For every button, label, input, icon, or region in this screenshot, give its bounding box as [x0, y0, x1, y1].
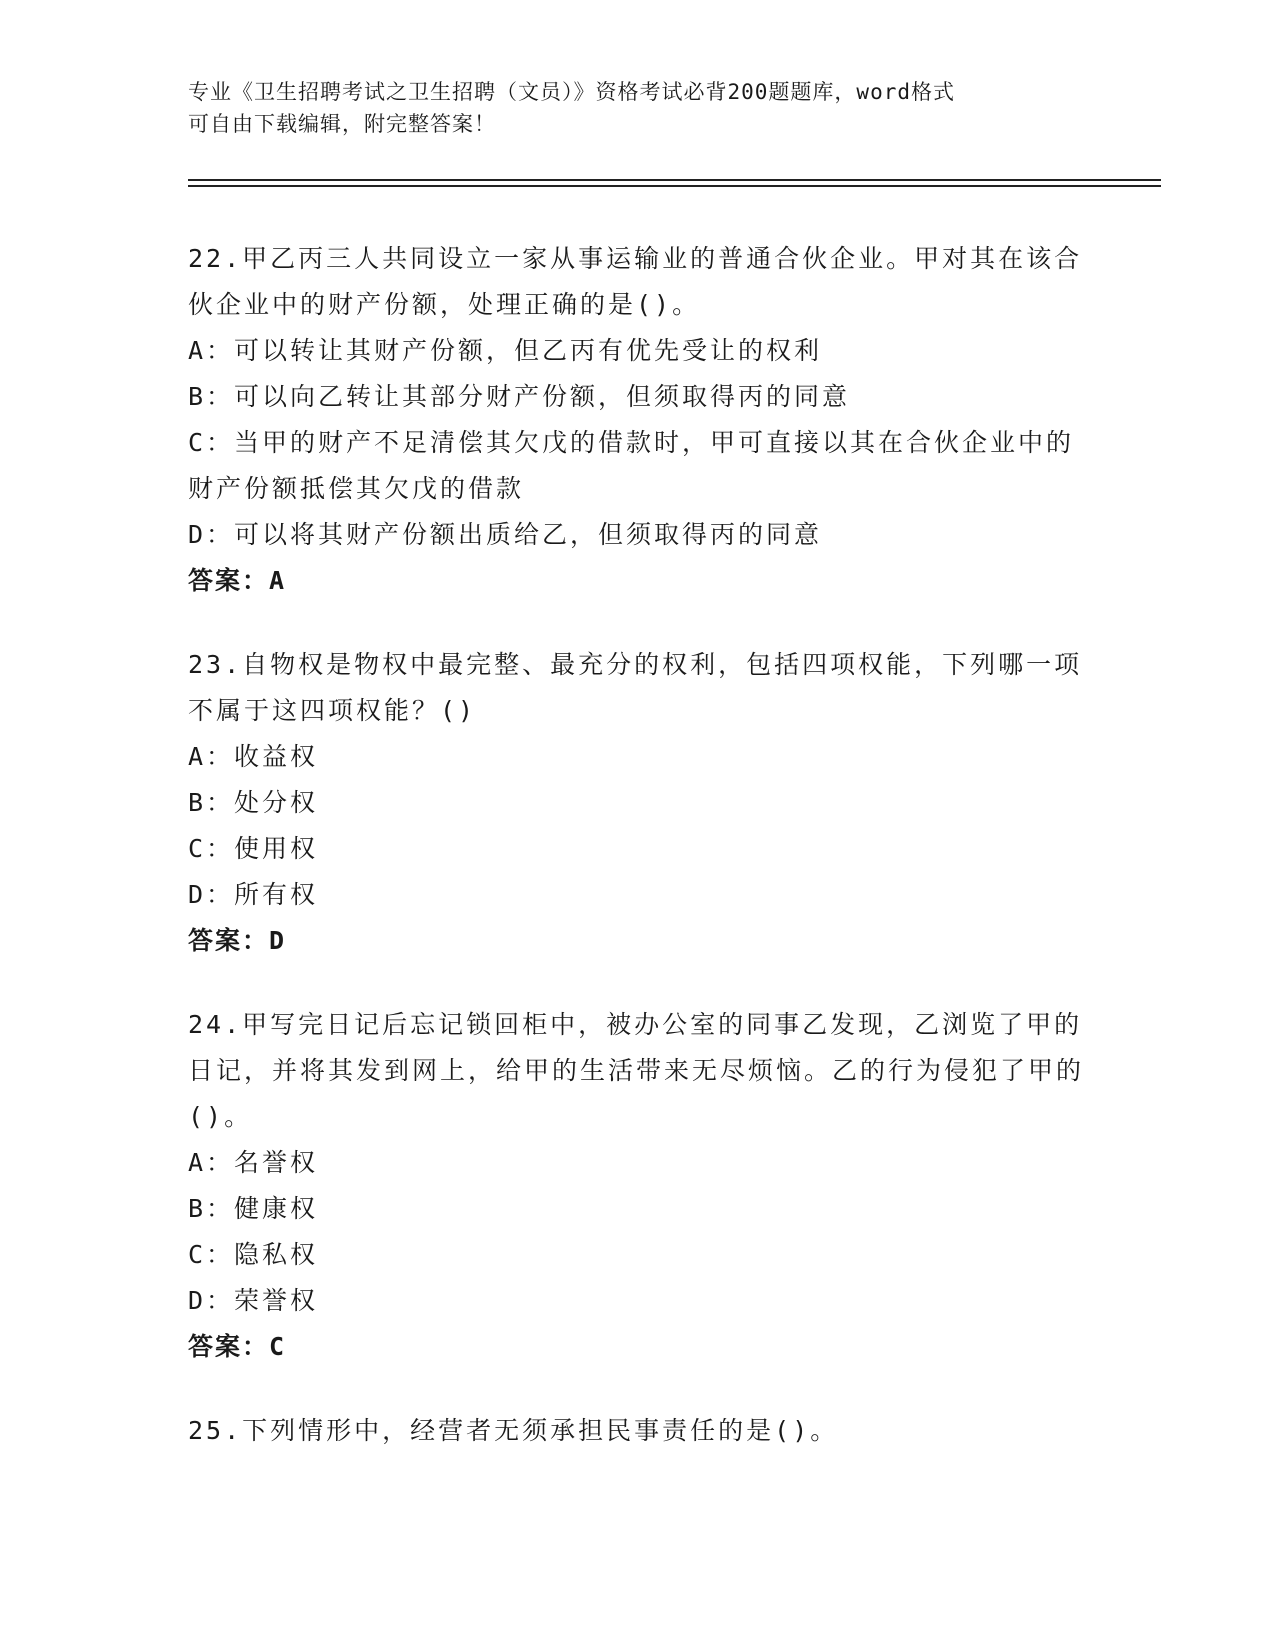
header-divider-bottom	[188, 185, 1161, 187]
option-d: D：可以将其财产份额出质给乙，但须取得丙的同意	[188, 520, 823, 549]
option-d: D：所有权	[188, 880, 319, 909]
header-line-1: 专业《卫生招聘考试之卫生招聘（文员）》资格考试必背200题题库，word格式	[188, 80, 955, 104]
answer: 答案：D	[188, 926, 287, 955]
option-c: C：当甲的财产不足清偿其欠戊的借款时，甲可直接以其在合伙企业中的财产份额抵偿其欠戊的借款	[188, 428, 1075, 503]
question-22	[188, 236, 1088, 604]
question-list	[188, 236, 1088, 1492]
option-b: B：健康权	[188, 1194, 319, 1223]
document-header	[188, 76, 1068, 140]
header-line-2: 可自由下载编辑，附完整答案！	[188, 112, 496, 136]
question-25	[188, 1408, 1088, 1454]
question-23	[188, 642, 1088, 964]
question-24	[188, 1002, 1088, 1370]
option-a: A：可以转让其财产份额，但乙丙有优先受让的权利	[188, 336, 823, 365]
header-divider-top	[188, 179, 1161, 181]
option-b: B：可以向乙转让其部分财产份额，但须取得丙的同意	[188, 382, 851, 411]
answer: 答案：A	[188, 566, 287, 595]
option-d: D：荣誉权	[188, 1286, 319, 1315]
option-a: A：名誉权	[188, 1148, 319, 1177]
question-text: 22.甲乙丙三人共同设立一家从事运输业的普通合伙企业。甲对其在该合伙企业中的财产份额，处理正确的是()。	[188, 244, 1083, 319]
option-a: A：收益权	[188, 742, 319, 771]
question-text: 23.自物权是物权中最完整、最充分的权利，包括四项权能，下列哪一项不属于这四项权能？()	[188, 650, 1083, 725]
answer: 答案：C	[188, 1332, 287, 1361]
question-text: 25.下列情形中，经营者无须承担民事责任的是()。	[188, 1416, 839, 1445]
option-b: B：处分权	[188, 788, 319, 817]
option-c: C：隐私权	[188, 1240, 319, 1269]
option-c: C：使用权	[188, 834, 319, 863]
question-text: 24.甲写完日记后忘记锁回柜中，被办公室的同事乙发现，乙浏览了甲的日记，并将其发到网上，给甲的生活带来无尽烦恼。乙的行为侵犯了甲的()。	[188, 1010, 1085, 1131]
